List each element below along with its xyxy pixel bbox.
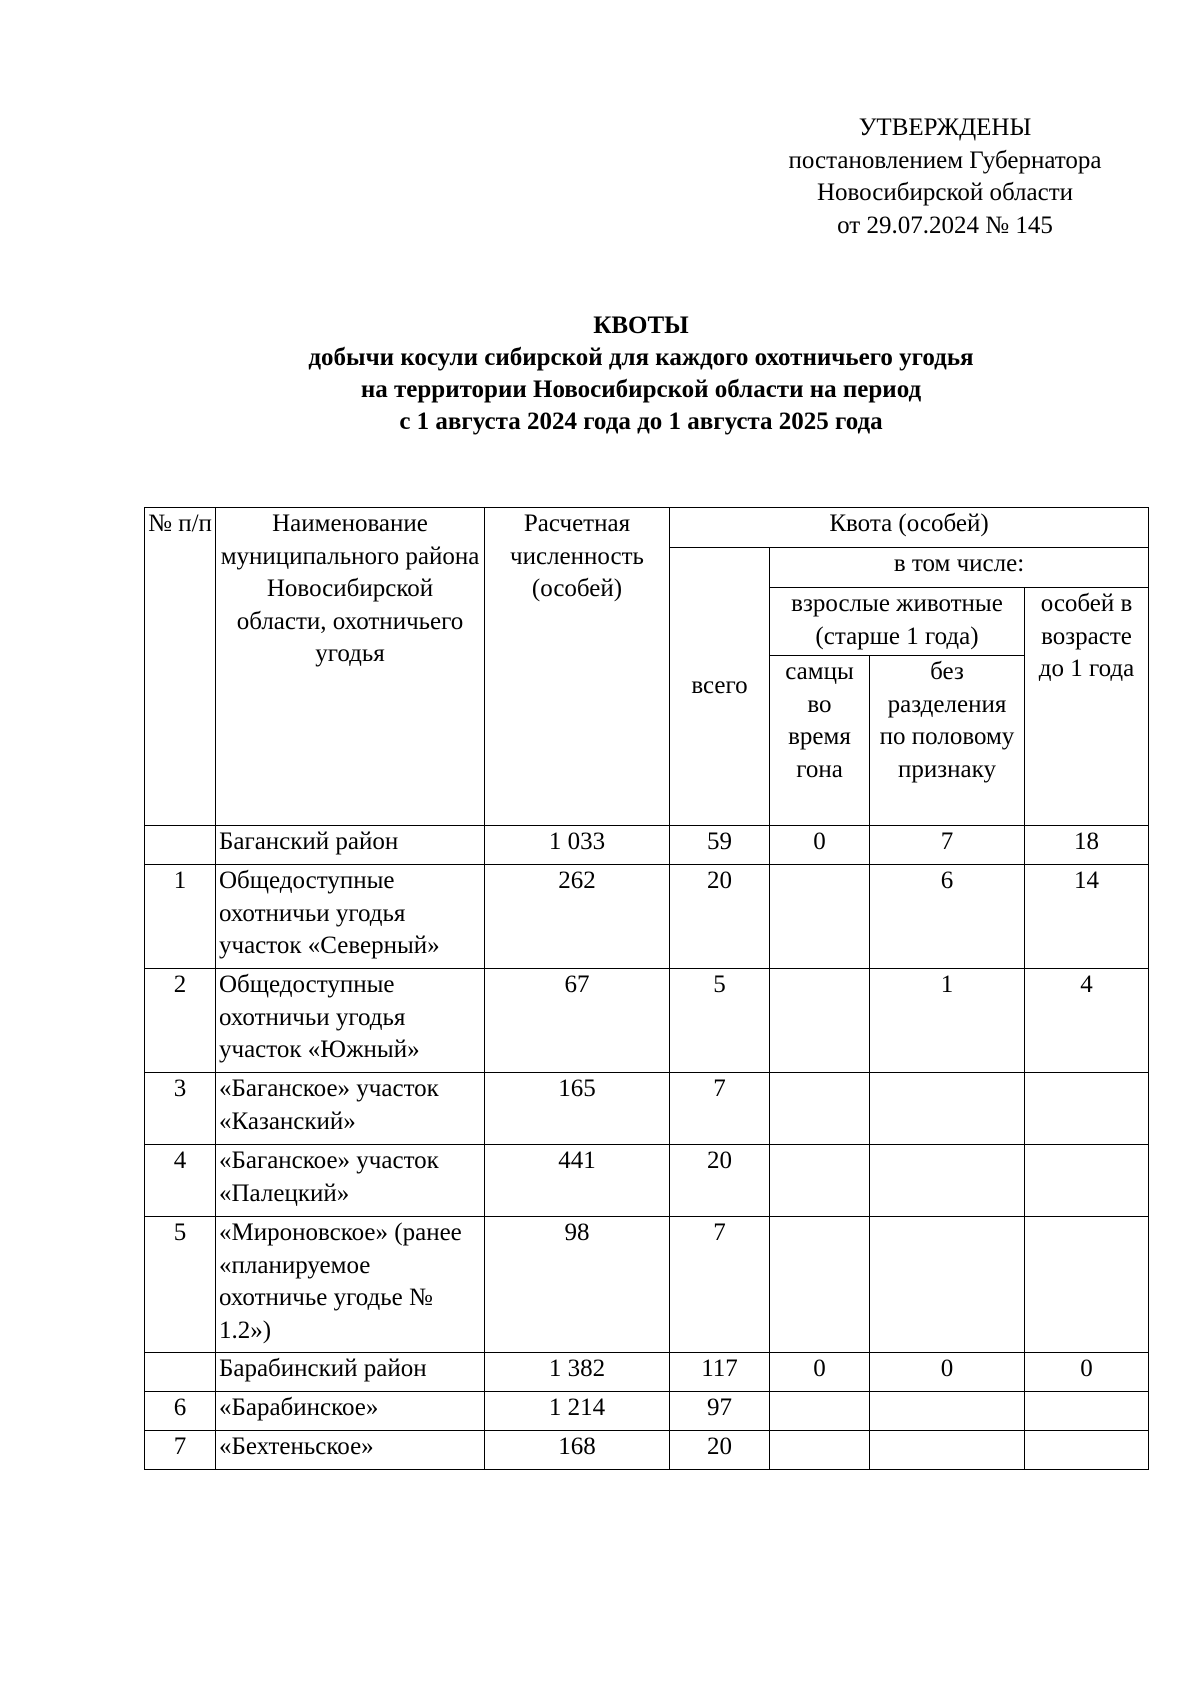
- cell-total: 20: [670, 1145, 770, 1217]
- cell-no-sex: [870, 1217, 1025, 1353]
- cell-no-sex: 1: [870, 969, 1025, 1073]
- header-population: Расчетная численность (особей): [485, 508, 670, 826]
- cell-young: [1025, 1431, 1149, 1470]
- cell-name: Баганский район: [216, 826, 485, 865]
- cell-males: 0: [770, 1353, 870, 1392]
- cell-population: 441: [485, 1145, 670, 1217]
- header-total: всего: [670, 548, 770, 826]
- cell-males: [770, 1073, 870, 1145]
- cell-num: 7: [145, 1431, 216, 1470]
- cell-young: [1025, 1217, 1149, 1353]
- cell-no-sex: [870, 1073, 1025, 1145]
- cell-population: 1 033: [485, 826, 670, 865]
- approval-region: Новосибирской области: [816, 179, 1074, 206]
- cell-total: 7: [670, 1073, 770, 1145]
- cell-num: [145, 826, 216, 865]
- header-adults: взрослые животные (старше 1 года): [770, 588, 1025, 656]
- cell-males: [770, 1217, 870, 1353]
- cell-name: «Мироновское» (ранее «планируемое охотничье угодье № 1.2»): [216, 1217, 485, 1353]
- table-header: [145, 508, 1149, 826]
- cell-no-sex: 0: [870, 1353, 1025, 1392]
- cell-name: Общедоступные охотничьи угодья участок «Северный»: [216, 865, 485, 969]
- approval-stamp: [740, 112, 1150, 242]
- cell-population: 165: [485, 1073, 670, 1145]
- cell-num: 1: [145, 865, 216, 969]
- table-row: [145, 1392, 1149, 1431]
- cell-no-sex: [870, 1145, 1025, 1217]
- cell-population: 262: [485, 865, 670, 969]
- title-heading: КВОТЫ: [593, 312, 689, 339]
- header-quota: Квота (особей): [670, 508, 1149, 548]
- cell-males: [770, 1392, 870, 1431]
- document-title: [145, 310, 1137, 438]
- cell-total: 20: [670, 1431, 770, 1470]
- cell-total: 5: [670, 969, 770, 1073]
- title-line-4: с 1 августа 2024 года до 1 августа 2025 года: [399, 408, 883, 435]
- cell-young: [1025, 1392, 1149, 1431]
- cell-population: 1 382: [485, 1353, 670, 1392]
- cell-young: 4: [1025, 969, 1149, 1073]
- approval-title: УТВЕРЖДЕНЫ: [858, 114, 1032, 141]
- cell-males: [770, 969, 870, 1073]
- table-body: [145, 826, 1149, 1470]
- cell-males: [770, 1145, 870, 1217]
- approval-date-number: от 29.07.2024 № 145: [837, 211, 1053, 239]
- cell-no-sex: [870, 1392, 1025, 1431]
- table-row: [145, 865, 1149, 969]
- cell-young: 18: [1025, 826, 1149, 865]
- table-row: [145, 1217, 1149, 1353]
- cell-population: 1 214: [485, 1392, 670, 1431]
- table-row: [145, 969, 1149, 1073]
- cell-no-sex: [870, 1431, 1025, 1470]
- cell-young: 0: [1025, 1353, 1149, 1392]
- cell-males: 0: [770, 826, 870, 865]
- cell-no-sex: 6: [870, 865, 1025, 969]
- cell-no-sex: 7: [870, 826, 1025, 865]
- table-row: [145, 1145, 1149, 1217]
- header-num: № п/п: [145, 508, 216, 826]
- cell-name: «Баганское» участок «Палецкий»: [216, 1145, 485, 1217]
- table-row: [145, 1073, 1149, 1145]
- cell-name: Барабинский район: [216, 1353, 485, 1392]
- cell-num: 5: [145, 1217, 216, 1353]
- quota-table: [144, 507, 1149, 1470]
- header-no-sex: без разделения по половому признаку: [870, 656, 1025, 826]
- cell-name: Общедоступные охотничьи угодья участок «Южный»: [216, 969, 485, 1073]
- cell-population: 168: [485, 1431, 670, 1470]
- cell-num: 2: [145, 969, 216, 1073]
- cell-num: 4: [145, 1145, 216, 1217]
- cell-name: «Баганское» участок «Казанский»: [216, 1073, 485, 1145]
- cell-males: [770, 1431, 870, 1470]
- cell-males: [770, 865, 870, 969]
- header-name: Наименование муниципального района Новосибирской области, охотничьего угодья: [216, 508, 485, 826]
- table-row: [145, 1431, 1149, 1470]
- header-including: в том числе:: [770, 548, 1149, 588]
- title-line-3: на территории Новосибирской области на период: [360, 376, 922, 403]
- cell-population: 98: [485, 1217, 670, 1353]
- header-young: особей в возрасте до 1 года: [1025, 588, 1149, 826]
- table-row: [145, 826, 1149, 865]
- cell-total: 20: [670, 865, 770, 969]
- header-males: самцы во время гона: [770, 656, 870, 826]
- cell-young: [1025, 1145, 1149, 1217]
- cell-num: [145, 1353, 216, 1392]
- cell-total: 59: [670, 826, 770, 865]
- cell-num: 6: [145, 1392, 216, 1431]
- cell-total: 7: [670, 1217, 770, 1353]
- cell-total: 97: [670, 1392, 770, 1431]
- cell-num: 3: [145, 1073, 216, 1145]
- cell-young: [1025, 1073, 1149, 1145]
- cell-young: 14: [1025, 865, 1149, 969]
- cell-total: 117: [670, 1353, 770, 1392]
- cell-population: 67: [485, 969, 670, 1073]
- approval-by: постановлением Губернатора: [788, 146, 1102, 174]
- title-line-2: добычи косули сибирской для каждого охотничьего угодья: [308, 344, 974, 371]
- cell-name: «Бехтеньское»: [216, 1431, 485, 1470]
- table-row: [145, 1353, 1149, 1392]
- cell-name: «Барабинское»: [216, 1392, 485, 1431]
